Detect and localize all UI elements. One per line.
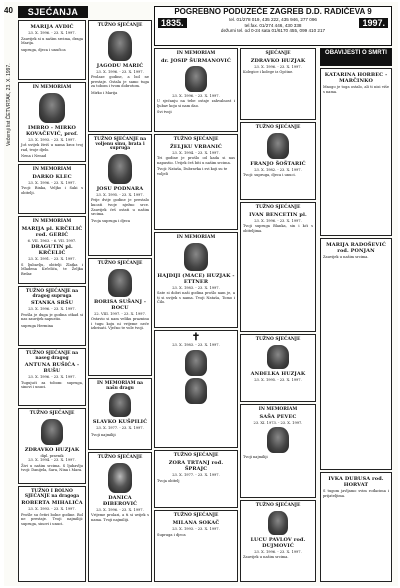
notice-klec: [18, 164, 86, 214]
notice-name: IMBRO - MIRKO KOVAČEVIĆ, prof.: [25, 124, 78, 137]
notice-dates: 23. X. 1996. - 23. X. 1997.: [28, 31, 76, 35]
notice-dates: 23. X. 1994. - 23. X. 1997.: [28, 458, 76, 463]
notice-dates: 23. X. 1983. - 23. X. 1997.: [172, 343, 220, 347]
notice-huzjak-zdravko: [18, 408, 86, 484]
notice-heading: TUŽNO SJEĆANJE: [255, 337, 301, 342]
notice-kovacevic: [18, 82, 86, 162]
notice-name: HAJDIJI (MACE) HUZJAK - ETTNER: [157, 272, 235, 285]
spine-text: Večernji list ČETVRTAK, 23. X. 1997.: [6, 63, 12, 146]
notice-huzjak-col4: [240, 48, 316, 120]
notice-maric: [88, 20, 152, 132]
notice-dates: 23. XI. 1973. - 23. X. 1997.: [253, 420, 303, 425]
notice-subtitle: dipl. pravnik: [40, 453, 64, 458]
notice-body: Tvoji: supruga, djeca i unuci.: [243, 173, 296, 178]
notice-name: MARIJA pl. KRČELIĆ rođ. GERIĆ: [21, 225, 83, 238]
notice-pevec: [240, 404, 316, 498]
notice-bencetin: [240, 202, 316, 332]
portrait-photo: [184, 243, 208, 271]
notice-name: SAŠA PEVEC: [259, 413, 297, 420]
notice-heading: TUŽNO SJEĆANJE: [255, 503, 301, 508]
notice-pavlov: [240, 500, 316, 582]
ad-phones: tel. 01/278 019, 435 222, 435 946, 277 096: [229, 17, 317, 22]
notice-body: Prolaze godine, a bol ne prestaje. Ostala je samo tuga za tobom i tvom dobrotom.: [91, 75, 149, 89]
notice-signature: Tvoji najmiliji: [91, 432, 116, 437]
notice-signature: Svi tvoji: [157, 110, 172, 115]
notice-name: JOSU PODNARA: [96, 185, 144, 192]
notice-heading: TUŽNO SJEĆANJE: [173, 453, 219, 458]
notice-srsu: [18, 286, 86, 346]
notice-dates: 23. X. 1993. - 23. X. 1997.: [28, 507, 76, 512]
notice-heading: TUŽNO SJEĆANJE: [97, 261, 143, 266]
notice-dates: 23. X. 1983. - 23. X. 1997.: [172, 285, 220, 290]
notice-heading: TUŽNO SJEĆANJE: [97, 23, 143, 28]
notice-body: Tri godine je prošlo od kada si nas napustio. Uvijek ćeš biti u našim srcima.: [157, 156, 235, 165]
notice-body: S tugom javljamo svim rođacima i prijateljima.: [323, 489, 389, 498]
portrait-photo: [108, 31, 132, 61]
portrait-photo: [185, 350, 207, 376]
ad-year-left: 1835.: [158, 18, 187, 28]
ad-fax: tel.fax. 01/274 446, 430 338: [244, 22, 302, 28]
notice-heading: TUŽNO SJEĆANJE: [29, 411, 75, 416]
notice-dates: 23. X. 1995. - 23. X. 1997.: [254, 377, 302, 382]
notice-dates: 6. VII. 1963. - 6. VII. 1997.: [27, 238, 77, 243]
notice-signature: Mirko i Marija: [91, 90, 118, 95]
notice-heading: IN MEMORIAM: [176, 51, 216, 56]
notice-dates: 23. X. 1996. - 23. X. 1997.: [172, 93, 220, 98]
notice-dates: 23. X. 1996. - 23. X. 1997.: [28, 180, 76, 185]
notice-name: STANKA SRŠU: [30, 300, 74, 307]
notice-name: ŽELJKU VRBANIĆ: [169, 143, 223, 150]
notice-surmanovic: [154, 48, 238, 132]
ad-year-right: 1997.: [359, 18, 388, 28]
portrait-photo: [108, 154, 132, 184]
notice-dates: 23. X. 1996. - 23. X. 1997.: [254, 218, 302, 223]
notice-heading: IN MEMORIAM: [32, 85, 72, 90]
notice-sokac: [154, 510, 238, 582]
notice-dates: 23. X. 1977. - 23. X. 1997.: [96, 426, 144, 431]
notice-vrbanic: [154, 134, 238, 230]
notice-dates: 23. X. 1995. - 23. X. 1997.: [96, 192, 144, 197]
notice-horbec: [320, 68, 392, 236]
notice-body: Ostavio si nam veliku prazninu i tugu koju ni vrijeme neće izbrisati. Vječno te vole tvoji.: [91, 317, 149, 331]
portrait-photo: [267, 345, 289, 369]
notice-name: KATARINA HORBEC - MARČINKO: [324, 72, 388, 84]
portrait-photo: [109, 393, 131, 417]
notice-body: S ljubavlju, obitelji Zlatka i Mladena Krčelića, te Željka Brdar.: [21, 262, 83, 276]
notice-dates: 23. X. 1977. - 23. X. 1997.: [172, 472, 220, 477]
ad-title: POGREBNO PODUZEĆE ZAGREB D.D. RADIĆEVA 9: [174, 7, 372, 16]
notice-name: DARKO KLEC: [32, 173, 72, 180]
portrait-photo: [108, 463, 132, 493]
notice-name: DANICA ĐIBEROVIĆ: [102, 494, 138, 507]
notice-body: Prije dvije godine je prestalo kucati tvoje nježno srce. Zauvijek ćeš ostati u našim srcima.: [91, 198, 149, 217]
notice-name: ANĐELKA HUZJAK: [250, 370, 306, 377]
notice-body: Prošla je duga je godina otkad si nas zauvijek napustio.: [21, 312, 83, 322]
notice-dubusa: [320, 472, 392, 582]
notice-name: dr. JOSIP ŠURMANOVIĆ: [161, 57, 231, 64]
notice-name: BORISA SUŠANJ - BOCU: [93, 298, 147, 311]
notice-radosevic: [320, 238, 392, 470]
notice-dates: 23. X. 1993. - 23. X. 1997.: [28, 137, 76, 142]
notice-name: MARIJA RADOŠEVIĆ rođ. PONJAN: [326, 242, 386, 254]
notice-body: Vrijeme prolazi, a ti si uvijek s nama. Tvoji najmiliji.: [91, 513, 149, 522]
funeral-company-ad: [154, 6, 392, 46]
notice-body: Zauvijek u našim srcima.: [323, 255, 369, 259]
obavijesti-header: OBAVIJESTI O SMRTI: [320, 48, 392, 66]
notice-heading: TUŽNO SJEĆANJE: [255, 125, 301, 130]
notice-body: Zauvijek si u našim srcima, draga Marija.: [21, 36, 83, 46]
notice-dates: 23. X. 1993. - 23. X. 1997.: [172, 526, 220, 531]
notice-heading: SJEĆANJE: [265, 51, 291, 56]
portrait-photo: [185, 378, 207, 404]
notice-name: ROBERTA MIHALIĆA: [21, 500, 83, 507]
portrait-photo: [267, 427, 289, 453]
notice-name: JAGODU MARIĆ: [96, 62, 144, 69]
portrait-photo: [185, 66, 207, 92]
notice-dates: 23. X. 1996. - 23. X. 1997.: [96, 507, 144, 512]
notice-name: MARIJA AVDIĆ: [30, 24, 74, 30]
notice-diberovic: [88, 452, 152, 582]
notice-heading: TUŽNO SJEĆANJE: [97, 455, 143, 460]
notice-signature: Tvoja obitelj: [157, 479, 180, 484]
notice-signature: supruga Hermina: [21, 323, 54, 328]
page-number: 40: [4, 6, 13, 15]
notice-huzjak-andelka: [240, 334, 316, 402]
notice-name: FRANJO ŠOŠTARIĆ: [250, 160, 306, 167]
portrait-photo: [268, 511, 288, 535]
notice-signature: Nena i Nenad: [21, 154, 47, 159]
notice-sostaric: [240, 122, 316, 200]
notice-heading: IN MEMORIAM: [176, 235, 216, 240]
portrait-photo: [41, 419, 63, 445]
notice-signature: Tvoji najmiliji: [243, 455, 268, 460]
notice-heading: TUŽNO SJEĆANJE: [173, 513, 219, 518]
notice-name: ANTUNA BUŠIĆA - BUŠU: [24, 362, 80, 375]
portrait-photo: [108, 269, 132, 297]
notice-body: Prošle su četiri bolne godine. Bol ne prestaje. Tvoji najmiliji: supruga, sinovi i unuci.: [21, 512, 83, 526]
notice-dates: 23. X. 1996. - 23. X. 1997.: [28, 307, 76, 312]
notice-heading: IN MEMORIAM: [32, 219, 72, 224]
notice-avdic: [18, 20, 86, 80]
notice-kuspilic: [88, 378, 152, 450]
notice-body: Sate si dobri naši godina prošlo nam je, a ti si uvijek s nama. Tvoji Nataša, Tomo i Ćilo.: [157, 291, 235, 305]
notice-dates: 23. X. 1996. - 23. X. 1997.: [254, 549, 302, 554]
notice-body: U sjećanju na tebe ostaje zahvalnost i ljubav koju si nam dao.: [157, 99, 235, 108]
notice-mihalic: [18, 486, 86, 582]
notice-heading: TUŽNO SJEĆANJE: [255, 205, 301, 210]
notice-krcelic: [18, 216, 86, 284]
notice-trtanj: [154, 450, 238, 508]
notice-name: MILANA SOKAČ: [172, 519, 220, 526]
notice-signature: Tvoji: Nataša, Dubravka i svi koji su te voljeli: [157, 167, 228, 176]
notice-body: Živi u našim srcima. S ljubavlju tvoji: Danijela, Sara, Nina i Mara.: [21, 463, 83, 473]
notice-name: LUCU PAVLOV rođ. DUJMOVIĆ: [250, 536, 306, 549]
notice-body: Mnogo je toga ostalo, ali ti nisi više s nama.: [323, 85, 389, 94]
notice-signature: Supruga i djeca: [157, 533, 186, 538]
notice-heading: TUŽNO I BOLNO SJEĆANJE na dragoga: [24, 489, 80, 499]
notice-heading: IN MEMORIAM na našu dragu: [96, 381, 144, 391]
page-spine: [4, 2, 14, 586]
notice-dates: 23. X. 1996. - 23. X. 1997.: [96, 69, 144, 74]
notice-body: Tugujući za tobom: supruga, sinovi i unuci.: [21, 380, 83, 390]
notice-heading: IN MEMORIAM: [32, 167, 72, 172]
notice-signature: supruga, djeca i unučica: [21, 47, 66, 52]
notice-heading: TUŽNO SJEĆANJE na voljenu sinu, brata i supruga: [93, 137, 147, 152]
notice-signature: Tvoja supruga i djeca: [91, 218, 131, 223]
notice-podnar: [88, 134, 152, 256]
notice-name: ZDRAVKO HUZJAK: [24, 446, 80, 453]
section-title: SJEĆANJA: [18, 6, 88, 18]
notice-body: Još uvijek živiš u nama kroz tvoj rad, tvoje djelo.: [21, 143, 83, 152]
notice-name: IVKA DUBUSA rođ. HORVAT: [328, 476, 384, 488]
notice-dates-second: 23. X. 1991. - 23. X. 1997.: [28, 257, 76, 262]
notice-dates: 23. X. 1994. - 23. X. 1997.: [172, 150, 220, 155]
notice-name: SLAVKO KUŠPILIĆ: [92, 419, 148, 426]
notice-huzjak-ettner: [154, 232, 238, 328]
notice-middle: [154, 330, 238, 448]
notice-heading: TUŽNO SJEĆANJE na dragog supruga: [25, 289, 79, 299]
notice-body: Kolegice i kolege iz Općine.: [243, 70, 294, 75]
notice-heading: TUŽNO SJEĆANJE: [173, 137, 219, 142]
notice-name-second: DRAGUTIN pl. KRČELIĆ: [31, 244, 73, 257]
newspaper-page: [4, 2, 398, 586]
ad-duty-phone: dežurni tel. od 0-24 sata 01/6170 455, 099 410 217: [220, 28, 326, 34]
portrait-photo: [267, 133, 289, 159]
notice-name: ZDRAVKO HUZJAK: [250, 57, 306, 64]
notice-dates: 23. X. 1982. - 23. X. 1997.: [254, 167, 302, 172]
notice-name: IVAN BENCETIN pl.: [249, 211, 307, 218]
portrait-photo: [39, 93, 65, 123]
notice-susanj: [88, 258, 152, 376]
notice-dates: 23. X. 1996. - 23. X. 1997.: [28, 375, 76, 380]
notice-body: Tvoji: Rinka, Veljko i Saki s obitelji.: [21, 186, 83, 195]
notice-name: ZORA TRTANJ rođ. ŠPRAJC: [168, 459, 224, 472]
notice-busic: [18, 348, 86, 406]
notice-body: Tvoji supruga Blanka, sin i kći s obiteljima.: [243, 224, 313, 233]
notice-body: Zauvijek u našim srcima.: [243, 555, 289, 560]
notice-dates: 22. VIII. 1997. - 23. X. 1997.: [94, 311, 146, 316]
cross-icon: ✝: [191, 332, 201, 343]
notice-heading: TUŽNO SJEĆANJE na naseg dragog: [25, 351, 79, 361]
notice-dates: 23. X. 1996. - 23. X. 1997.: [254, 64, 302, 69]
notice-heading: IN MEMORIAM: [258, 407, 298, 412]
